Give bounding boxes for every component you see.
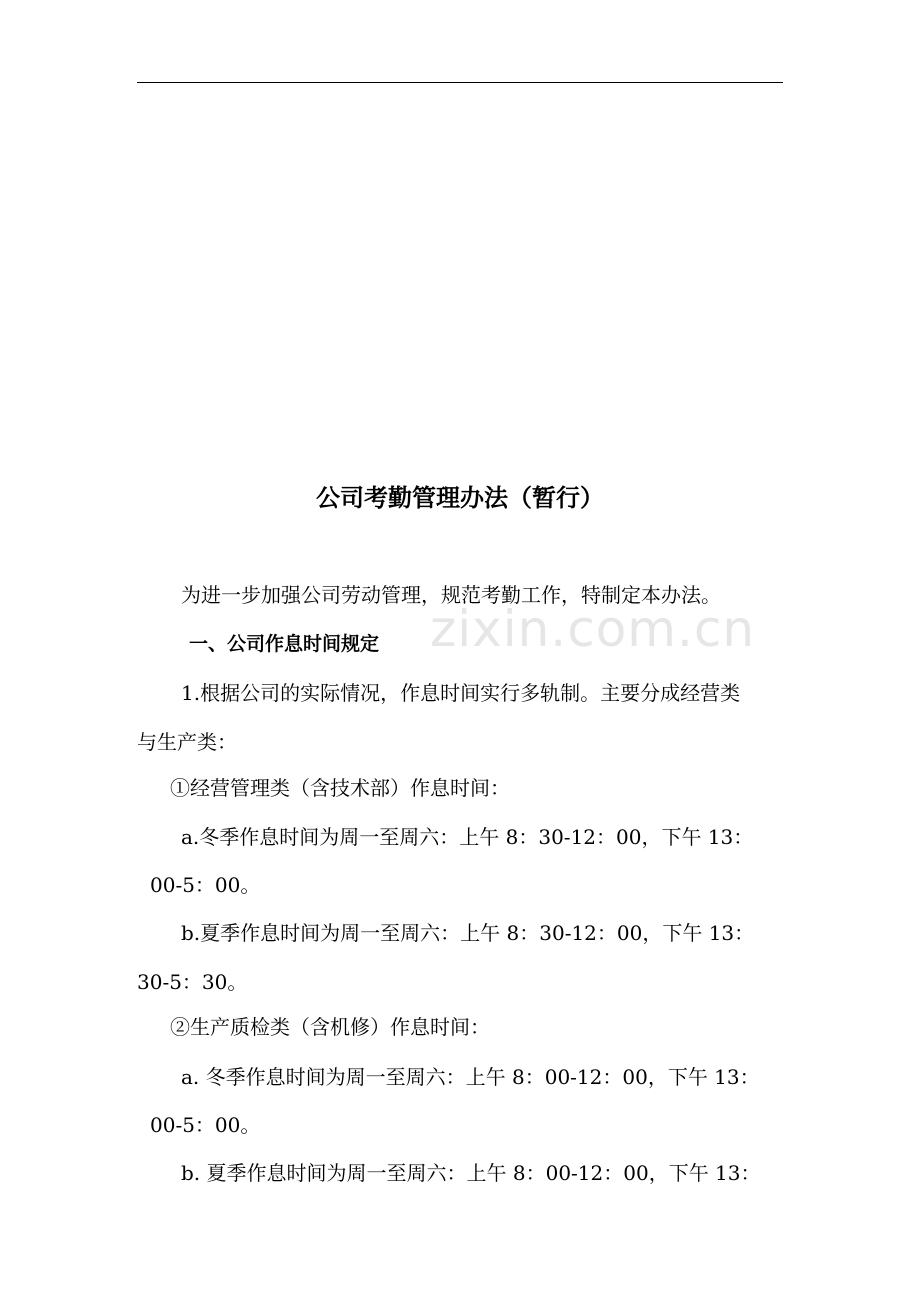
section-heading: 一、公司作息时间规定 (189, 633, 380, 655)
watermark: zixin.com.cn (430, 600, 756, 658)
header-rule (137, 82, 783, 83)
sub1-a-line1: a.冬季作息时间为周一至周六：上午 8：30-12：00，下午 13： (181, 825, 754, 849)
sub1-heading: ①经营管理类（含技术部）作息时间： (170, 776, 510, 800)
sub2-a-line1: a. 冬季作息时间为周一至周六：上午 8：00-12：00，下午 13： (181, 1065, 760, 1089)
intro-paragraph: 为进一步加强公司劳动管理，规范考勤工作，特制定本办法。 (181, 583, 721, 607)
sub1-a-line2: 00-5：00。 (150, 873, 261, 897)
sub2-a-line2: 00-5：00。 (150, 1113, 261, 1137)
item1-line2: 与生产类： (137, 730, 237, 754)
document-title: 公司考勤管理办法（暂行） (316, 484, 604, 512)
sub2-b-line1: b. 夏季作息时间为周一至周六：上午 8：00-12：00，下午 13： (181, 1161, 761, 1185)
sub1-b-line1: b.夏季作息时间为周一至周六：上午 8：30-12：00，下午 13： (181, 921, 755, 945)
sub1-b-line2: 30-5：30。 (137, 970, 248, 994)
item1-line1: 1.根据公司的实际情况，作息时间实行多轨制。主要分成经营类 (181, 681, 741, 705)
sub2-heading: ②生产质检类（含机修）作息时间： (170, 1015, 490, 1039)
